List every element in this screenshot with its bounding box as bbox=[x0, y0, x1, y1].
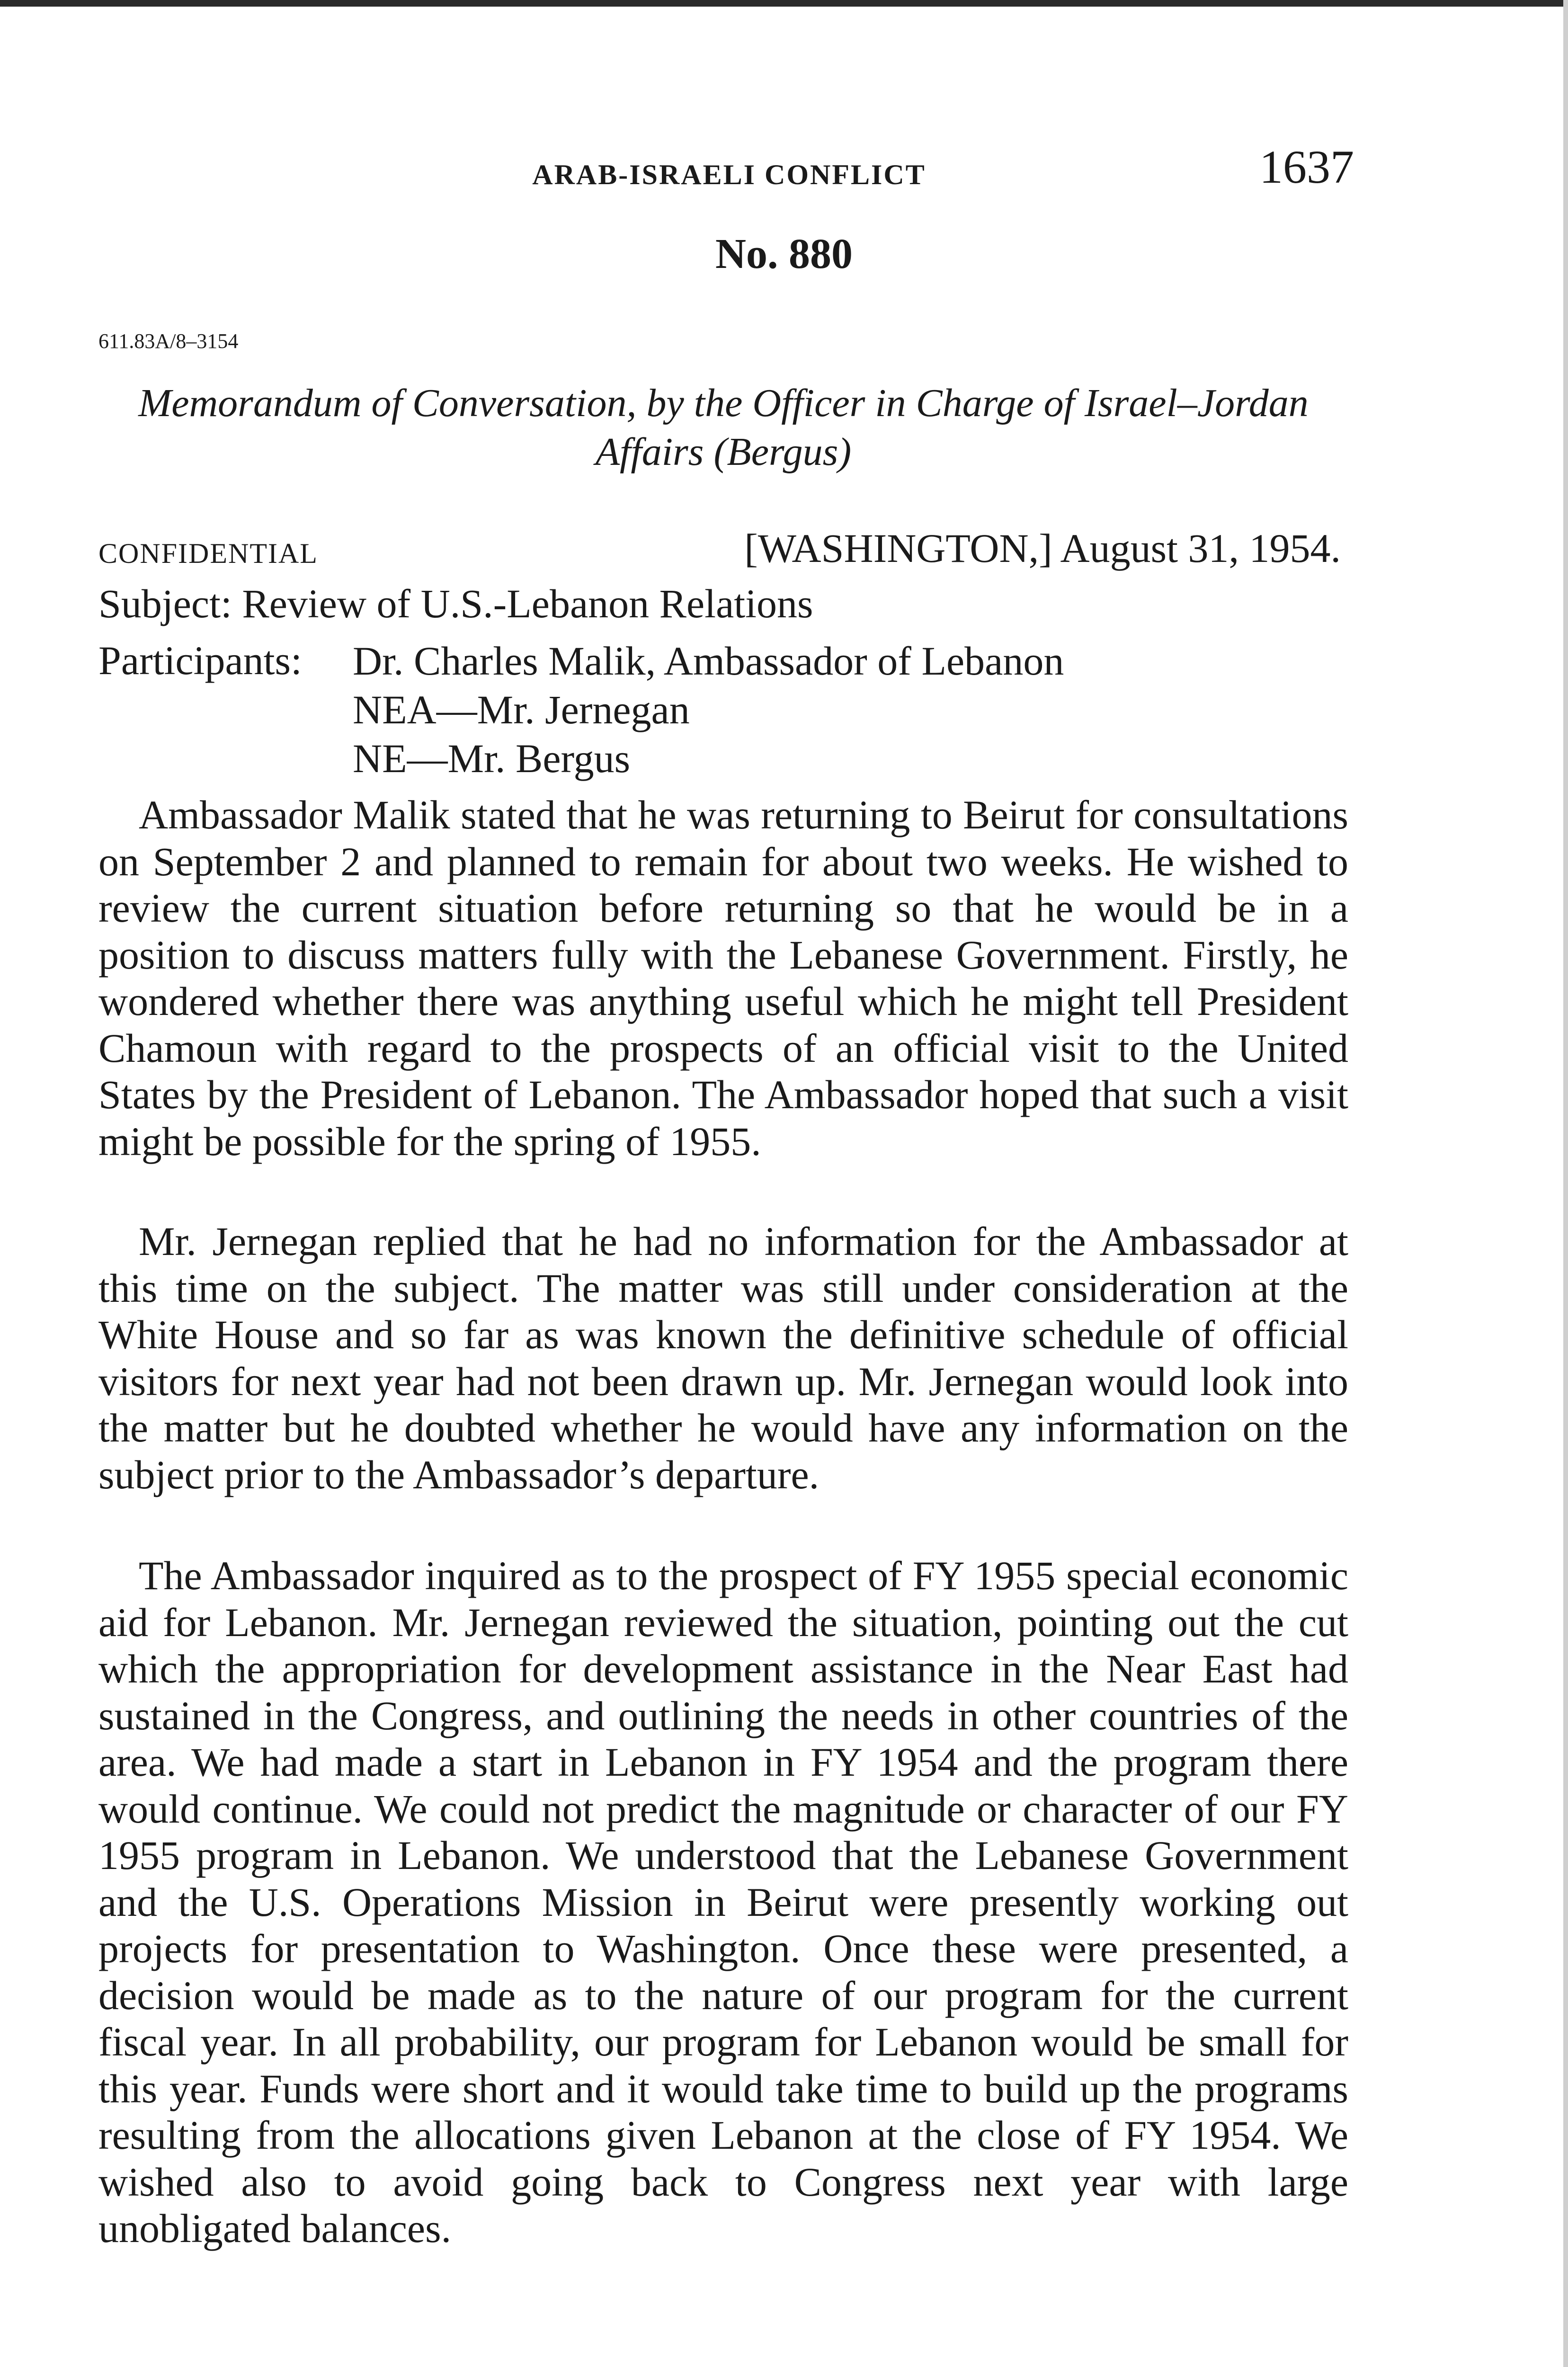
file-reference: 611.83A/8–3154 bbox=[98, 329, 239, 353]
subject-line: Subject: Review of U.S.-Lebanon Relations bbox=[98, 581, 813, 626]
body-paragraph: Ambassador Malik stated that he was returning to Beirut for consultations on September 2 and planned to remain for about two weeks. He wished to review the current situation before returning so that he would be in a position to discuss matters fully with the Lebanese Government. Firstly, he wondered whether there was anything useful which he might tell President Chamoun with regard to the prospects of an official visit to the United States by the President of Lebanon. The Ambassador hoped that such a visit might be possible for the spring of 1955. bbox=[98, 792, 1348, 1164]
participant-item: Dr. Charles Malik, Ambassador of Lebanon bbox=[353, 638, 1064, 684]
classification-label: CONFIDENTIAL bbox=[98, 538, 318, 569]
participants-list bbox=[353, 637, 1064, 783]
running-head: ARAB-ISRAELI CONFLICT bbox=[532, 159, 926, 190]
scan-right-edge bbox=[1563, 0, 1568, 2367]
participant-item: NEA—Mr. Jernegan bbox=[353, 687, 690, 732]
participant-item: NE—Mr. Bergus bbox=[353, 736, 631, 781]
participants-label: Participants: bbox=[98, 638, 302, 683]
document-number: No. 880 bbox=[715, 231, 853, 277]
memo-title: Memorandum of Conversation, by the Officer in Charge of Israel–Jordan Affairs (Bergus) bbox=[138, 381, 1309, 474]
place-date: [WASHINGTON,] August 31, 1954. bbox=[744, 525, 1341, 571]
page-number: 1637 bbox=[1259, 141, 1354, 193]
body-paragraph: Mr. Jernegan replied that he had no information for the Ambassador at this time on the subject. The matter was still under consideration at the White House and so far as was known the definitive schedule of official visitors for next year had not been drawn up. Mr. Jernegan would look into the matter but he doubted whether he would have any information on the subject prior to the Ambassador’s departure. bbox=[98, 1219, 1348, 1497]
body-paragraph: The Ambassador inquired as to the prospect of FY 1955 special economic aid for Lebanon. Mr. Jernegan reviewed the situation, pointing out the cut which the appropriation for development assistance in the Near East had sustained in the Congress, and outlining the needs in other countries of the area. We had made a start in Lebanon in FY 1954 and the program there would continue. We could not predict the magnitude or character of our FY 1955 program in Lebanon. We understood that the Lebanese Government and the U.S. Operations Mission in Beirut were presently working out projects for presentation to Washington. Once these were presented, a decision would be made as to the nature of our program for the current fiscal year. In all probability, our program for Lebanon would be small for this year. Funds were short and it would take time to build up the programs resulting from the allocations given Lebanon at the close of FY 1954. We wished also to avoid going back to Congress next year with large unobligated balances. bbox=[98, 1553, 1348, 2251]
scan-top-border bbox=[0, 0, 1568, 7]
